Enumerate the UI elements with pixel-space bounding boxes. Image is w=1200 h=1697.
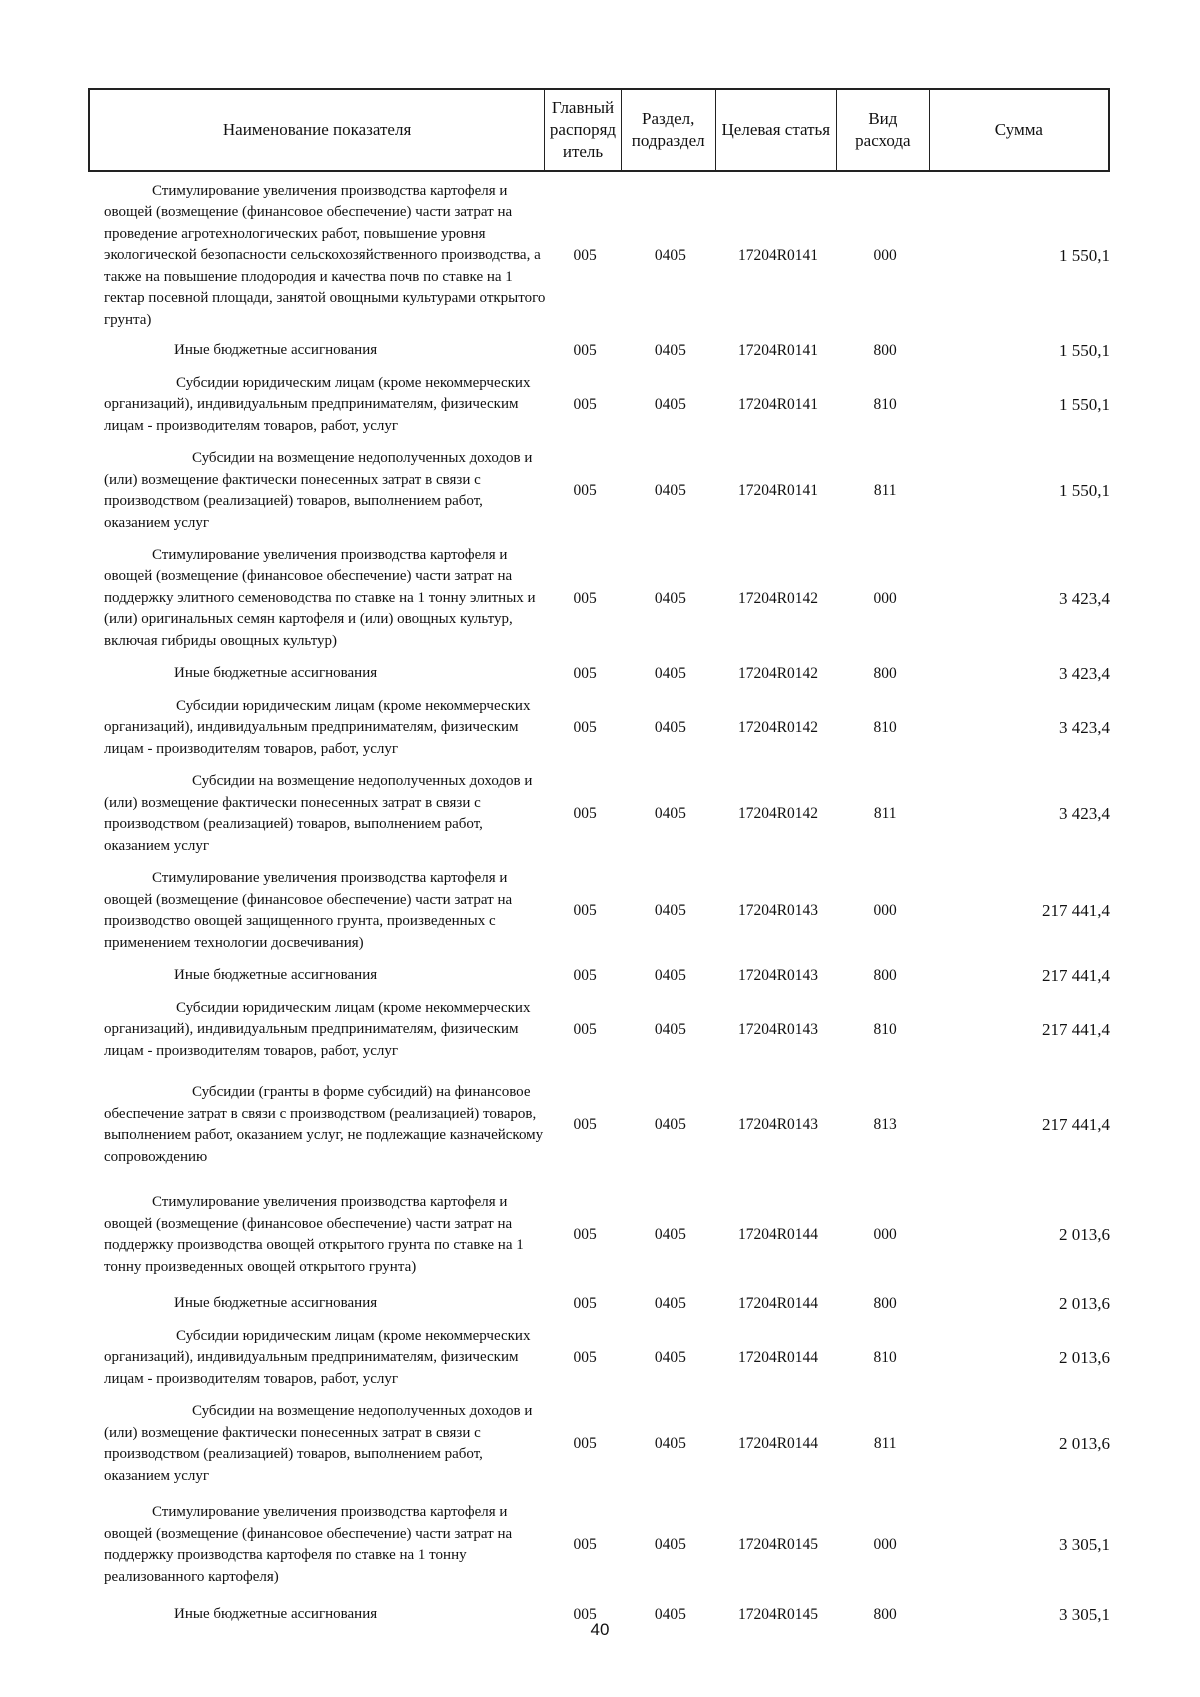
header-summa: Сумма xyxy=(994,120,1043,139)
row-vid: 810 xyxy=(873,1349,897,1366)
row-razdel: 0405 xyxy=(654,247,686,264)
table-row xyxy=(88,1401,1110,1487)
table-row xyxy=(88,1293,1110,1315)
row-celevaya: 17204R0144 xyxy=(737,1435,819,1452)
row-celevaya: 17204R0141 xyxy=(737,342,819,359)
row-glavny: 005 xyxy=(573,589,597,607)
row-name: Стимулирование увеличения производства картофеля и овощей (возмещение (финансовое обеспечение) части затрат на поддержку производства овощей открытого грунта по ставке на 1 тонну произведенных овощей открытого грунта) xyxy=(104,1194,524,1275)
row-vid: 800 xyxy=(873,665,897,682)
row-vid: 810 xyxy=(873,719,897,736)
row-vid: 000 xyxy=(873,1226,897,1243)
row-vid: 811 xyxy=(873,482,897,499)
row-summa: 1 550,1 xyxy=(1059,246,1110,265)
row-vid: 800 xyxy=(873,1295,897,1312)
header-vid: Вид расхода xyxy=(837,90,930,170)
row-glavny: 005 xyxy=(573,805,597,822)
row-celevaya: 17204R0143 xyxy=(737,902,819,919)
row-glavny: 005 xyxy=(573,1116,597,1133)
header-celevaya: Целевая статья xyxy=(716,90,838,170)
row-glavny: 005 xyxy=(573,1226,597,1243)
row-summa: 3 423,4 xyxy=(1059,588,1110,608)
header-razdel: Раздел, подраздел xyxy=(622,90,716,170)
row-glavny: 005 xyxy=(573,902,597,919)
table-row xyxy=(88,771,1110,857)
row-glavny: 005 xyxy=(573,342,597,359)
table-header xyxy=(88,88,1110,172)
row-vid: 800 xyxy=(873,967,897,984)
row-razdel: 0405 xyxy=(654,719,686,736)
row-name: Субсидии на возмещение недополученных доходов и (или) возмещение фактически понесенных затрат в связи с производством (реализацией) товаров, выполнением работ, оказанием услуг xyxy=(104,450,533,531)
row-celevaya: 17204R0144 xyxy=(737,1349,819,1366)
row-celevaya: 17204R0141 xyxy=(737,482,819,499)
row-name: Субсидии юридическим лицам (кроме некоммерческих организаций), индивидуальным предпринимателям, физическим лицам - производителям товаров, работ, услуг xyxy=(104,697,531,757)
row-glavny: 005 xyxy=(573,1435,597,1452)
row-razdel: 0405 xyxy=(654,967,686,984)
row-summa: 3 423,4 xyxy=(1059,664,1110,683)
row-razdel: 0405 xyxy=(654,396,686,413)
table-row xyxy=(88,340,1110,362)
row-celevaya: 17204R0143 xyxy=(737,1021,819,1038)
row-glavny: 005 xyxy=(573,396,597,413)
table-row xyxy=(88,857,1110,965)
row-celevaya: 17204R0143 xyxy=(737,967,819,984)
row-razdel: 0405 xyxy=(654,1226,686,1243)
row-summa: 217 441,4 xyxy=(1042,901,1110,920)
header-name: Наименование показателя xyxy=(90,90,545,170)
row-vid: 810 xyxy=(873,1021,897,1038)
row-glavny: 005 xyxy=(573,665,597,682)
row-celevaya: 17204R0142 xyxy=(737,589,819,607)
row-summa: 217 441,4 xyxy=(1042,1020,1110,1039)
table-row xyxy=(88,448,1110,534)
row-vid: 810 xyxy=(873,396,897,413)
table-row xyxy=(88,1497,1110,1593)
row-glavny: 005 xyxy=(573,967,597,984)
row-celevaya: 17204R0141 xyxy=(737,396,819,413)
row-celevaya: 17204R0145 xyxy=(737,1536,819,1553)
row-vid: 811 xyxy=(873,805,897,822)
row-razdel: 0405 xyxy=(654,1536,686,1553)
row-summa: 2 013,6 xyxy=(1059,1225,1110,1244)
table-row xyxy=(88,1073,1110,1177)
table-row xyxy=(88,685,1110,771)
row-vid: 800 xyxy=(873,342,897,359)
table-row xyxy=(88,987,1110,1073)
row-name: Стимулирование увеличения производства картофеля и овощей (возмещение (финансовое обеспечение) части затрат на проведение агротехнологических работ, повышение уровня экологической безопасности сельскохозяйственного производства, а также на повышение плодородия и качества почв по ставке на 1 гектар посевной площади, занятой овощными культурами открытого грунта) xyxy=(104,182,546,328)
row-glavny: 005 xyxy=(573,1536,597,1553)
row-razdel: 0405 xyxy=(654,1295,686,1312)
table-row xyxy=(88,663,1110,685)
row-razdel: 0405 xyxy=(654,1021,686,1038)
row-celevaya: 17204R0144 xyxy=(737,1295,819,1312)
row-summa: 3 305,1 xyxy=(1059,1535,1110,1554)
header-glavny: Главный распоряд итель xyxy=(545,90,622,170)
row-name: Иные бюджетные ассигнования xyxy=(174,665,378,682)
row-glavny: 005 xyxy=(573,719,597,736)
row-name: Стимулирование увеличения производства картофеля и овощей (возмещение (финансовое обеспечение) части затрат на поддержку элитного семеноводства по ставке на 1 тонну элитных и (или) оригинальных семян картофеля и (или) овощных культур, включая гибриды овощных культур) xyxy=(104,546,536,649)
row-summa: 1 550,1 xyxy=(1059,395,1110,414)
row-vid: 000 xyxy=(873,1536,897,1553)
row-glavny: 005 xyxy=(573,1295,597,1312)
row-summa: 217 441,4 xyxy=(1042,1115,1110,1134)
table-row xyxy=(88,965,1110,987)
row-name: Субсидии юридическим лицам (кроме некоммерческих организаций), индивидуальным предпринимателям, физическим лицам - производителям товаров, работ, услуг xyxy=(104,999,531,1059)
row-razdel: 0405 xyxy=(654,1435,686,1452)
row-glavny: 005 xyxy=(573,1021,597,1038)
row-vid: 811 xyxy=(873,1435,897,1452)
table-row xyxy=(88,172,1110,340)
row-summa: 2 013,6 xyxy=(1059,1348,1110,1367)
row-celevaya: 17204R0142 xyxy=(737,719,819,736)
row-vid: 813 xyxy=(873,1116,897,1133)
row-glavny: 005 xyxy=(573,247,597,264)
row-summa: 217 441,4 xyxy=(1042,966,1110,985)
row-glavny: 005 xyxy=(573,1349,597,1366)
row-vid: 000 xyxy=(873,247,897,264)
row-celevaya: 17204R0142 xyxy=(737,805,819,822)
row-celevaya: 17204R0143 xyxy=(737,1116,819,1133)
row-name: Стимулирование увеличения производства картофеля и овощей (возмещение (финансовое обеспечение) части затрат на производство овощей защищенного грунта, произведенных с применением технологии досвечивания) xyxy=(104,870,513,951)
row-name: Субсидии на возмещение недополученных доходов и (или) возмещение фактически понесенных затрат в связи с производством (реализацией) товаров, выполнением работ, оказанием услуг xyxy=(104,773,533,854)
row-name: Иные бюджетные ассигнования xyxy=(174,967,378,984)
row-celevaya: 17204R0144 xyxy=(737,1226,819,1243)
row-celevaya: 17204R0142 xyxy=(737,665,819,682)
row-celevaya: 17204R0145 xyxy=(737,1606,819,1623)
table-row xyxy=(88,362,1110,448)
table-row xyxy=(88,1177,1110,1293)
row-name: Иные бюджетные ассигнования xyxy=(174,1295,378,1312)
row-name: Субсидии на возмещение недополученных доходов и (или) возмещение фактически понесенных затрат в связи с производством (реализацией) товаров, выполнением работ, оказанием услуг xyxy=(104,1403,533,1484)
row-celevaya: 17204R0141 xyxy=(737,247,819,264)
row-razdel: 0405 xyxy=(654,342,686,359)
row-razdel: 0405 xyxy=(654,902,686,919)
row-razdel: 0405 xyxy=(654,1606,686,1623)
row-name: Субсидии юридическим лицам (кроме некоммерческих организаций), индивидуальным предпринимателям, физическим лицам - производителям товаров, работ, услуг xyxy=(104,1327,531,1387)
row-summa: 1 550,1 xyxy=(1059,341,1110,360)
row-glavny: 005 xyxy=(573,1606,597,1623)
row-summa: 2 013,6 xyxy=(1059,1294,1110,1313)
row-name: Иные бюджетные ассигнования xyxy=(174,342,378,359)
row-vid: 800 xyxy=(873,1606,897,1623)
row-vid: 000 xyxy=(873,902,897,919)
row-name: Субсидии (гранты в форме субсидий) на финансовое обеспечение затрат в связи с производством (реализацией) товаров, выполнением работ, оказанием услуг, не подлежащие казначейскому сопровождению xyxy=(104,1084,544,1165)
table-row xyxy=(88,534,1110,663)
row-name: Субсидии юридическим лицам (кроме некоммерческих организаций), индивидуальным предпринимателям, физическим лицам - производителям товаров, работ, услуг xyxy=(104,374,531,434)
row-summa: 3 423,4 xyxy=(1059,804,1110,823)
row-razdel: 0405 xyxy=(654,589,686,607)
row-summa: 1 550,1 xyxy=(1059,481,1110,500)
row-razdel: 0405 xyxy=(654,1349,686,1366)
row-summa: 3 423,4 xyxy=(1059,718,1110,737)
row-summa: 2 013,6 xyxy=(1059,1434,1110,1453)
row-razdel: 0405 xyxy=(654,665,686,682)
row-glavny: 005 xyxy=(573,482,597,499)
row-name: Стимулирование увеличения производства картофеля и овощей (возмещение (финансовое обеспечение) части затрат на поддержку производства картофеля по ставке на 1 тонну реализованного картофеля) xyxy=(104,1504,513,1585)
row-name: Иные бюджетные ассигнования xyxy=(174,1606,378,1623)
row-summa: 3 305,1 xyxy=(1059,1605,1110,1624)
row-razdel: 0405 xyxy=(654,1116,686,1133)
row-razdel: 0405 xyxy=(654,805,686,822)
page-number: 40 xyxy=(590,1620,610,1639)
row-razdel: 0405 xyxy=(654,482,686,499)
table-row xyxy=(88,1315,1110,1401)
row-vid: 000 xyxy=(873,589,897,607)
